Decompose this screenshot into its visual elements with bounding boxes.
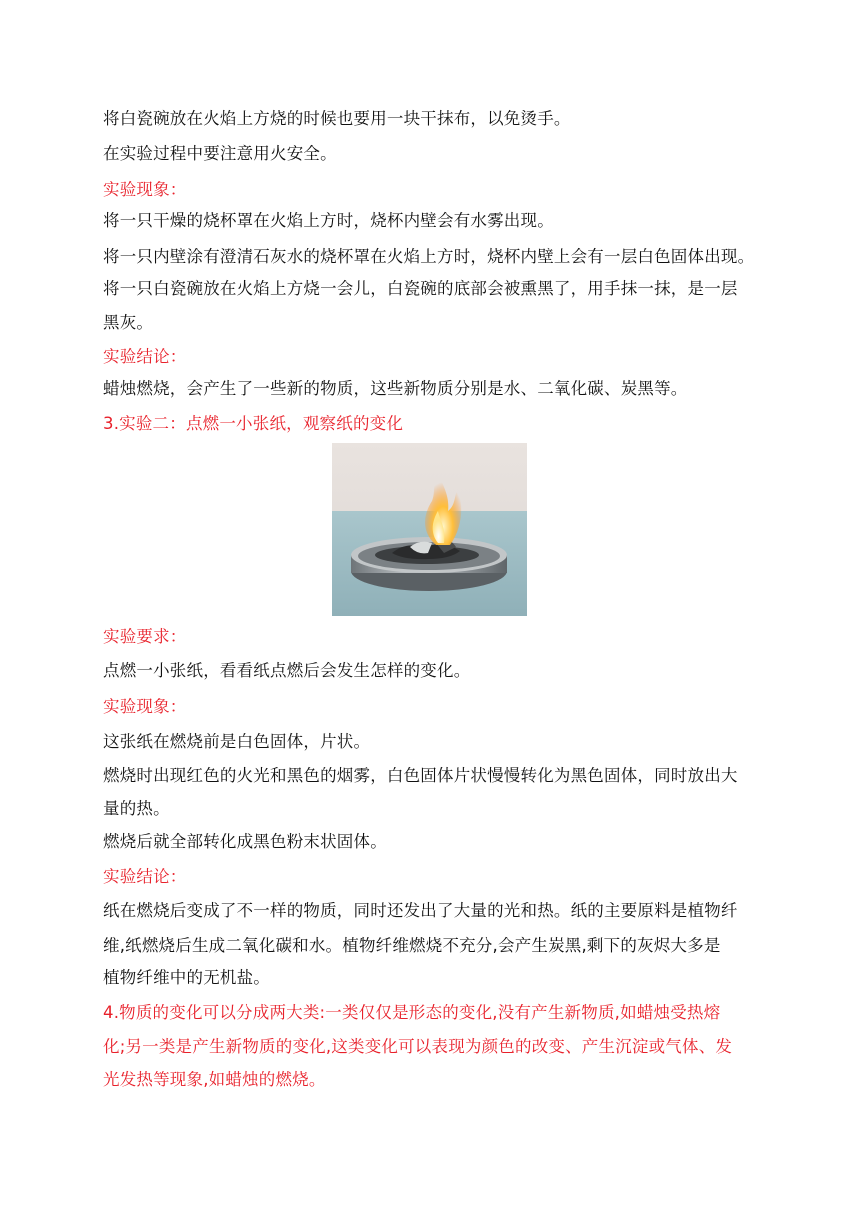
summary-line: 光发热等现象,如蜡烛的燃烧。 <box>103 1070 326 1089</box>
text-line: 维,纸燃烧后生成二氧化碳和水。植物纤维燃烧不充分,会产生炭黑,剩下的灰烬大多是 <box>103 936 721 955</box>
section-heading: 实验现象： <box>103 697 187 716</box>
summary-line: 4.物质的变化可以分成两大类:一类仅仅是形态的变化,没有产生新物质,如蜡烛受热熔 <box>103 1003 721 1022</box>
summary-line: 化;另一类是产生新物质的变化,这类变化可以表现为颜色的改变、产生沉淀或气体、发 <box>103 1037 733 1056</box>
text-line: 量的热。 <box>103 799 170 818</box>
text-line: 燃烧后就全部转化成黑色粉末状固体。 <box>103 832 387 851</box>
section-heading: 实验结论： <box>103 347 187 366</box>
text-line: 纸在燃烧后变成了不一样的物质，同时还发出了大量的光和热。纸的主要原料是植物纤 <box>103 901 738 920</box>
text-line: 将一只内壁涂有澄清石灰水的烧杯罩在火焰上方时，烧杯内壁上会有一层白色固体出现。 <box>103 247 755 266</box>
text-line: 黑灰。 <box>103 313 154 332</box>
text-line: 燃烧时出现红色的火光和黑色的烟雾，白色固体片状慢慢转化为黑色固体，同时放出大 <box>103 766 738 785</box>
text-line: 将一只白瓷碗放在火焰上方烧一会儿，白瓷碗的底部会被熏黑了，用手抹一抹，是一层 <box>103 279 738 298</box>
section-heading: 实验现象： <box>103 180 187 199</box>
text-line: 点燃一小张纸，看看纸点燃后会发生怎样的变化。 <box>103 661 471 680</box>
section-heading: 3.实验二：点燃一小张纸，观察纸的变化 <box>103 414 404 433</box>
section-heading: 实验结论： <box>103 867 187 886</box>
text-line: 将一只干燥的烧杯罩在火焰上方时，烧杯内壁会有水雾出现。 <box>103 211 554 230</box>
text-line: 在实验过程中要注意用火安全。 <box>103 144 337 163</box>
text-line: 蜡烛燃烧，会产生了一些新的物质，这些新物质分别是水、二氧化碳、炭黑等。 <box>103 379 688 398</box>
section-heading: 实验要求： <box>103 627 187 646</box>
text-line: 植物纤维中的无机盐。 <box>103 968 270 987</box>
text-line: 这张纸在燃烧前是白色固体，片状。 <box>103 732 371 751</box>
text-line: 将白瓷碗放在火焰上方烧的时候也要用一块干抹布，以免烫手。 <box>103 109 571 128</box>
burning-paper-photo <box>332 443 527 616</box>
